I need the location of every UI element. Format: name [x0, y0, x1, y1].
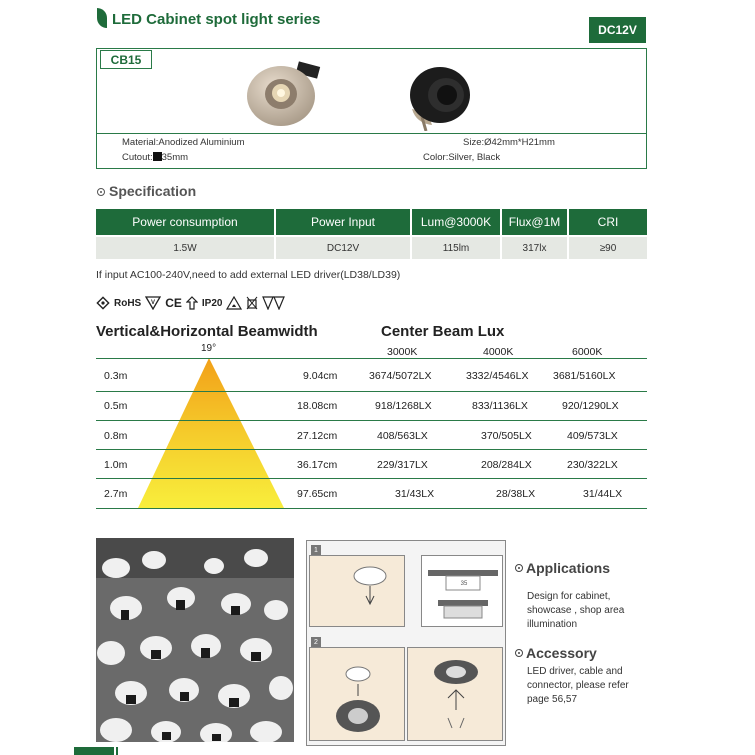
accessory-text: LED driver, cable and connector, please refer page 56,57: [527, 666, 629, 705]
applications-text: Design for cabinet, showcase , shop area illumination: [527, 591, 625, 630]
voltage-badge: DC12V: [589, 17, 646, 43]
lux-6000k-cell: 3681/5160LX: [553, 370, 616, 382]
bullet-icon: [515, 564, 523, 572]
beam-row-divider: [96, 449, 647, 450]
bullet-icon: [515, 649, 523, 657]
cutout-hole-drawing: [310, 556, 406, 628]
color-temp-4000k: 4000K: [483, 346, 514, 358]
footer-bar: [74, 747, 114, 755]
lux-3000k-cell: 31/43LX: [395, 488, 435, 500]
step-number: 1: [311, 545, 321, 555]
ip-rating-label: IP20: [201, 297, 223, 309]
beam-row-divider: [96, 391, 647, 392]
spec-header: Flux@1M: [502, 209, 569, 235]
beam-angle-label: 19°: [201, 343, 217, 354]
cutout-text: [122, 152, 188, 163]
spec-header: CRI: [569, 209, 647, 235]
bin-cert-icon: [246, 296, 258, 310]
bullet-icon: [97, 188, 105, 196]
certifications: [96, 294, 286, 312]
product-box: [96, 48, 647, 169]
cutout-value: 35mm: [161, 152, 189, 163]
step-number: 2: [311, 637, 321, 647]
lux-3000k-cell: 3674/5072LX: [369, 370, 432, 382]
accessory-heading: Accessory: [515, 645, 597, 661]
distance-cell: 0.5m: [104, 400, 128, 412]
beam-row-divider: [96, 358, 647, 359]
color-temp-6000k: 6000K: [572, 346, 603, 358]
spec-header: Power Input: [276, 209, 412, 235]
beam-row-divider: [96, 420, 647, 421]
diameter-cell: 36.17cm: [297, 459, 338, 471]
page-title: LED Cabinet spot light series: [112, 11, 321, 28]
lux-4000k-cell: 28/38LX: [496, 488, 536, 500]
distance-cell: 1.0m: [104, 459, 128, 471]
beam-row-divider: [96, 508, 647, 509]
step1-panel: [309, 555, 405, 627]
lux-6000k-cell: 31/44LX: [583, 488, 623, 500]
cutout-label: Cutout:: [122, 152, 153, 163]
showcase-photo: [96, 538, 294, 742]
triangle-v-cert-icon: [145, 296, 161, 310]
showcase-illustration: [96, 538, 294, 742]
up-arrow-cert-icon: [186, 296, 198, 310]
diamond-cert-icon: [96, 296, 110, 310]
product-divider: [96, 133, 647, 134]
beam-row-divider: [96, 478, 647, 479]
lux-4000k-cell: 208/284LX: [481, 459, 532, 471]
lux-3000k-cell: 229/317LX: [377, 459, 428, 471]
insert-light-drawing: [310, 648, 406, 742]
rohs-label: RoHS: [114, 297, 142, 309]
diameter-cell: 18.08cm: [297, 400, 338, 412]
installation-diagram: [306, 540, 506, 746]
step2-panel: [309, 647, 405, 741]
cutout-symbol: [153, 152, 162, 161]
lux-6000k-cell: 409/573LX: [567, 430, 618, 442]
lux-6000k-cell: 920/1290LX: [562, 400, 619, 412]
step2-result-panel: [407, 647, 503, 741]
fire-cert-icon: [226, 296, 242, 310]
installed-light-drawing: [408, 648, 504, 742]
spec-cell: DC12V: [276, 235, 412, 259]
lux-4000k-cell: 3332/4546LX: [466, 370, 529, 382]
diameter-cell: 27.12cm: [297, 430, 338, 442]
distance-cell: 2.7m: [104, 488, 128, 500]
svg-text:V: V: [151, 300, 156, 306]
model-tab: CB15: [100, 50, 152, 69]
lux-4000k-cell: 370/505LX: [481, 430, 532, 442]
lux-6000k-cell: 230/322LX: [567, 459, 618, 471]
footer-tick: [116, 747, 118, 755]
step1-section-panel: [421, 555, 503, 627]
svg-text:35: 35: [460, 581, 468, 587]
spec-cell: 115lm: [412, 235, 502, 259]
section-view-drawing: [422, 556, 504, 628]
color-temp-3000k: 3000K: [387, 346, 418, 358]
center-beam-lux-title: Center Beam Lux: [381, 323, 505, 340]
spec-table: [96, 209, 647, 259]
lux-4000k-cell: 833/1136LX: [472, 400, 528, 412]
spec-header: Power consumption: [96, 209, 276, 235]
diameter-cell: 9.04cm: [303, 370, 338, 382]
black-spotlight-image: [402, 61, 472, 131]
spec-cell: 1.5W: [96, 235, 276, 259]
spec-header: Lum@3000K: [412, 209, 502, 235]
color-text: Color:Silver, Black: [423, 152, 501, 163]
applications-heading: Applications: [515, 560, 610, 576]
lux-3000k-cell: 408/563LX: [377, 430, 428, 442]
spec-cell: ≥90: [569, 235, 647, 259]
beam-cone: [136, 358, 286, 508]
brand-leaf-icon: [97, 8, 107, 28]
material-text: Material:Anodized Aluminium: [122, 137, 245, 148]
ce-label: CE: [165, 296, 182, 310]
specification-heading: Specification: [97, 183, 196, 199]
size-text: Size:Ø42mm*H21mm: [463, 137, 555, 148]
diameter-cell: 97.65cm: [297, 488, 338, 500]
triangle-w-cert-icon: [262, 296, 286, 310]
spec-cell: 317lx: [502, 235, 569, 259]
driver-note: If input AC100-240V,need to add external LED driver(LD38/LD39): [96, 269, 401, 281]
distance-cell: 0.3m: [104, 370, 128, 382]
distance-cell: 0.8m: [104, 430, 128, 442]
lux-3000k-cell: 918/1268LX: [375, 400, 432, 412]
beamwidth-title: Vertical&Horizontal Beamwidth: [96, 323, 318, 340]
silver-spotlight-image: [245, 56, 325, 130]
